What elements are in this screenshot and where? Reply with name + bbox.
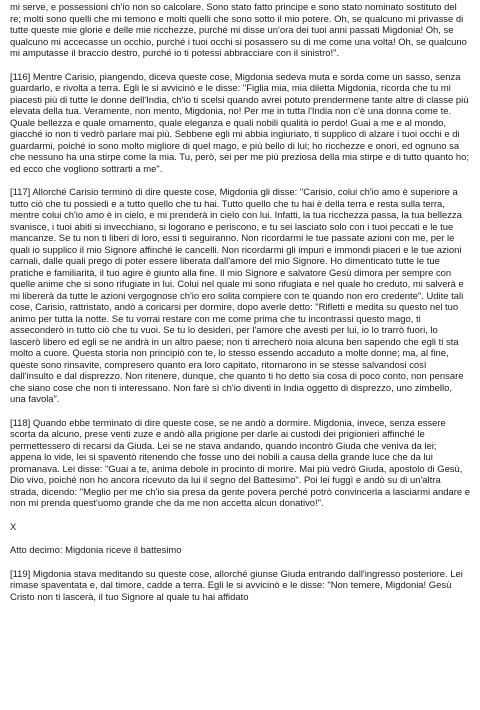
paragraph-116: [116] Mentre Carisio, piangendo, diceva queste cose, Migdonia sedeva muta e sorda come un sasso, senza guardarlo, e rivolta a terra. Egli le si avvicinò e le disse: "Figlia mia, mia diletta Migdonia, ricorda che tu mi piacesti più di tutte le donne dell'India, ch'io ti scelsi quando avrei potuto prendermene tante altre di classe più elevata della tua. Veramente, non mento, Migdonia, no! Per me in tutta l'India non c'è una donna come te. Quale bellezza e quale ornamento, quale eleganza e quali nobili qualità io perdo! Guai a me e al mondo, giacché io non ti vedrò parlare mai più. Sebbene egli mi abbia ingiuriato, ti supplico di alzare i tuoi occhi e di guardarmi, poiché io sono molto migliore di quel mago, e più bello di lui; ho ricchezze e onori, ed ognuno sa che nessuno ha una stirpe come la mia. Tu, però, sei per me più preziosa della mia stirpe e di tutto quanto ho; ed ecco che vogliono sottrarti a me". — [10, 71, 470, 175]
section-separator: X — [10, 521, 17, 533]
paragraph-119: [119] Migdonia stava meditando su queste cose, allorché giunse Giuda entrando dall'ingresso posteriore. Lei rimase spaventata e, dal timore, cadde a terra. Egli le si avvicinò e le disse: "Non temere, Migdonia! Gesù Cristo non ti lascerà, il tuo Signore al quale tu hai affidato — [10, 568, 463, 603]
section-title: Atto decimo: Migdonia riceve il battesimo — [10, 545, 182, 556]
paragraph-118: [118] Quando ebbe terminato di dire queste cose, se ne andò a dormire. Migdonia, invece, senza essere scorta da alcuno, prese venti zuze e andò alla prigione per darle ai custodi dei prigionieri affinché le permettessero di recarsi da Giuda. Lei se ne stava andando, quando incontrò Giuda che veniva da lei; appena lo vide, lei si spaventò ritenendo che fosse uno dei nobili a causa della grande luce che da lui promanava. Lei disse: "Guai a te, anima debole in procinto di morire. Mai più vedrò Giuda, apostolo di Gesù, Dio vivo, poiché non ho ancora ricevuto da lui il segno del Battesimo". Poi lei fuggì e andò su di un'altra strada, dicendo: "Meglio per me ch'io sia presa da gente povera perché potrò convincerla a lasciarmi andare e non mi prenda quest'uomo grande che da me non accetta alcun donativo!". — [10, 417, 470, 509]
paragraph-continuation: mi serve, e possessioni ch'io non so calcolare. Sono stato fatto principe e sono stato nominato sostituto del re; molti sono quelli che mi temono e molti quelli che sono sotto il mio potere. Oh, se qualcuno mi privasse di tutte queste mie glorie e delle mie ricchezze, purché mi disse un'ora dei tuoi anni passati Migdonia! Oh, se qualcuno mi accecasse un occhio, purché i tuoi occhi si posassero su di me come una volta! Oh, se qualcuno mi amputasse il braccio destro, purché io ti potessi abbracciare con il sinistro!". — [10, 2, 467, 59]
paragraph-117: [117] Allorché Carisio terminò di dire queste cose, Migdonia gli disse: "Carisio, colui ch'io amo è superiore a tutto ciò che tu possiedi e a tutto quello che tu hai. Tutto quello che tu hai è della terra e resta sulla terra, mentre colui ch'io amo è in cielo, e mi prenderà in cielo con lui. Infatti, la tua ricchezza passa, la tua bellezza svanisce, i tuoi abiti si invecchiano, si logorano e periscono, e tu sei lasciato solo con i tuoi peccati e le tue mancanze. Se tu non ti liberi di loro, essi ti seguiranno. Non ricordarmi le tue passate azioni con me, per le quali io supplico il mio Signore affinché le cancelli. Non ricordarmi gli impuri e immondi piaceri e le tue azioni carnali, dalle quali prego di poter essere liberata dall'amore del mio Signore. Ho dimenticato tutte le tue pratiche e familiarità, il tuo agire è giunto alla fine. Il mio Signore e salvatore Gesù dimora per sempre con quelle anime che si sono rifugiate in lui. Colui nel quale mi sono rifugiata e nel quale ho creduto, mi salverà e mi libererà da tutte le azioni vergognose ch'io ero solita compiere con te quando non ero credente". Udite tali cose, Carisio, rattristato, andò a coricarsi per dormire, dopo averle detto: "Rifletti e medita su questo nel tuo animo per tutta la notte. Se tu vorrai restare con me come prima che tu incontrassi questo mago, ti asseconderò in tutto ciò che tu vuoi. Se tu lo desideri, per l'amore che avesti per lui, io lo trarrò fuori, lo lascerò libero ed egli se ne andrà in un altro paese; non ti arrecherò noia alcuna ben sapendo che egli ti sta molto a cuore. Questa storia non principiò con te, lo stesso essendo accaduto a molte donne; ma, al fine, queste sono rinsavite, compresero quanto era loro capitato, ritornarono in se stesse salvandosi così dall'insulto e dal disprezzo. Non ritenere, dunque, che quanto ti ho detto sia cosa di poco conto, non pensare che siano cose che non ti interessano. Non farè sì ch'io diventi in India oggetto di disprezzo, uno zimbello, una favola". — [10, 187, 464, 405]
